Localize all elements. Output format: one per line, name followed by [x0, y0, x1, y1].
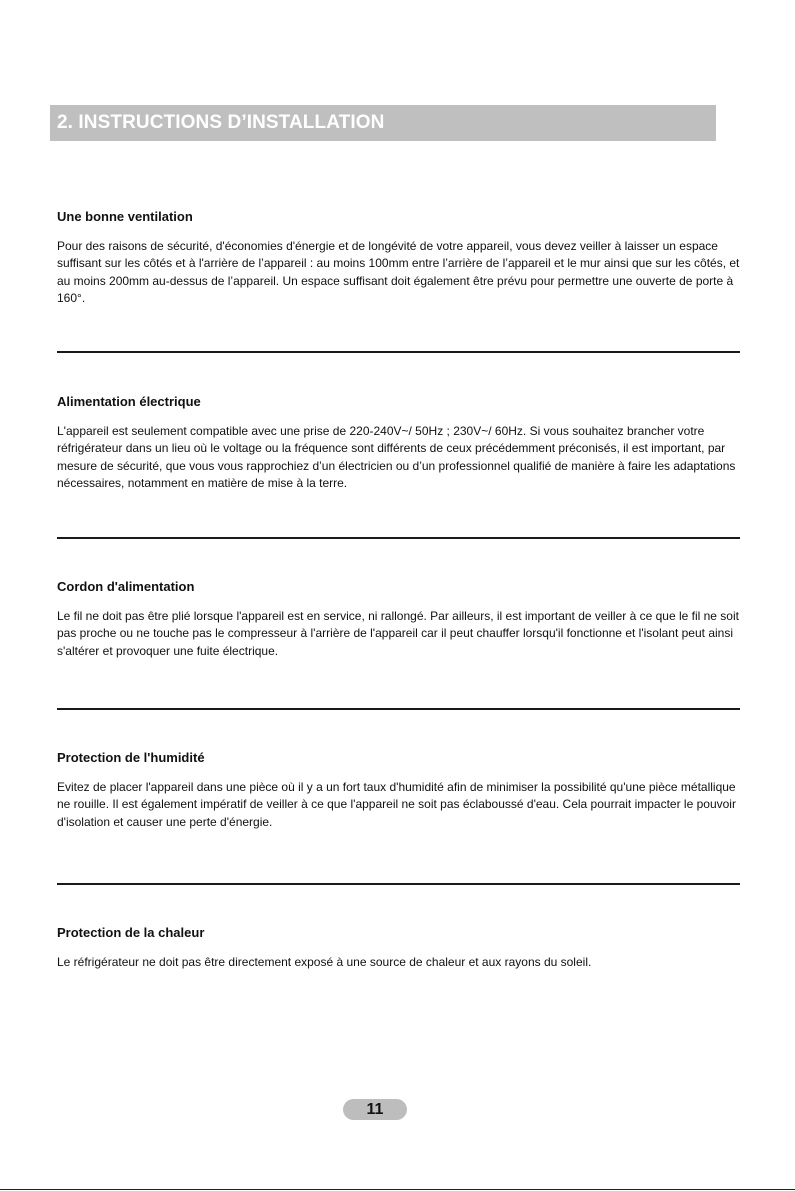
power-supply-heading: Alimentation électrique — [57, 394, 201, 409]
heat-protection-text: Le réfrigérateur ne doit pas être directement exposé à une source de chaleur et aux rayons du soleil. — [57, 955, 592, 969]
section-divider — [57, 708, 740, 710]
section-divider — [57, 883, 740, 885]
heat-protection-heading: Protection de la chaleur — [57, 925, 205, 940]
power-supply-block — [57, 394, 741, 493]
section-title: 2. INSTRUCTIONS D’INSTALLATION — [57, 112, 385, 133]
humidity-block — [57, 750, 741, 831]
humidity-text: Evitez de placer l'appareil dans une pièce où il y a un fort taux d'humidité afin de minimiser la possibilité qu'une pièce métallique ne rouille. Il est également impératif de veiller à ce que l'appareil ne soit pas éclaboussé d'eau. Cela pourrait impacter le pouvoir d'isolation et causer une perte d'énergie. — [57, 780, 736, 829]
section-banner — [50, 105, 716, 141]
ventilation-block — [57, 209, 741, 308]
page-bottom-border — [0, 1189, 795, 1190]
page-number-badge — [343, 1099, 407, 1120]
power-supply-text: L'appareil est seulement compatible avec une prise de 220-240V~/ 50Hz ; 230V~/ 60Hz. Si vous souhaitez brancher votre réfrigérateur dans un lieu où le voltage ou la fréquence sont différents de ceux précédemment préconisés, il est important, par mesure de sécurité, que vous vous rapprochiez d’un électricien ou d’un professionnel qualifié de manière à faire les adaptations nécessaires, notamment en matière de mise à la terre. — [57, 424, 736, 491]
page-number: 11 — [366, 1100, 384, 1118]
heat-protection-block — [57, 925, 741, 971]
power-cord-heading: Cordon d'alimentation — [57, 579, 195, 594]
power-cord-block — [57, 579, 741, 660]
section-divider — [57, 351, 740, 353]
ventilation-heading: Une bonne ventilation — [57, 209, 193, 224]
humidity-heading: Protection de l'humidité — [57, 750, 205, 765]
ventilation-text: Pour des raisons de sécurité, d'économies d'énergie et de longévité de votre appareil, vous devez veiller à laisser un espace suffisant sur les côtés et à l'arrière de l’appareil : au moins 100mm entre l’arrière de l’appareil et le mur ainsi que sur les côtés, et au moins 200mm au-dessus de l’appareil. Un espace suffisant doit également être prévu pour permettre une ouverte de porte à 160°. — [57, 239, 740, 306]
power-cord-text: Le fil ne doit pas être plié lorsque l'appareil est en service, ni rallongé. Par ailleurs, il est important de veiller à ce que le fil ne soit pas proche ou ne touche pas le compresseur à l'arrière de l'appareil car il peut chauffer lorsqu'il fonctionne et l'isolant peut ainsi s'altérer et provoquer une fuite électrique. — [57, 609, 739, 658]
section-divider — [57, 537, 740, 539]
